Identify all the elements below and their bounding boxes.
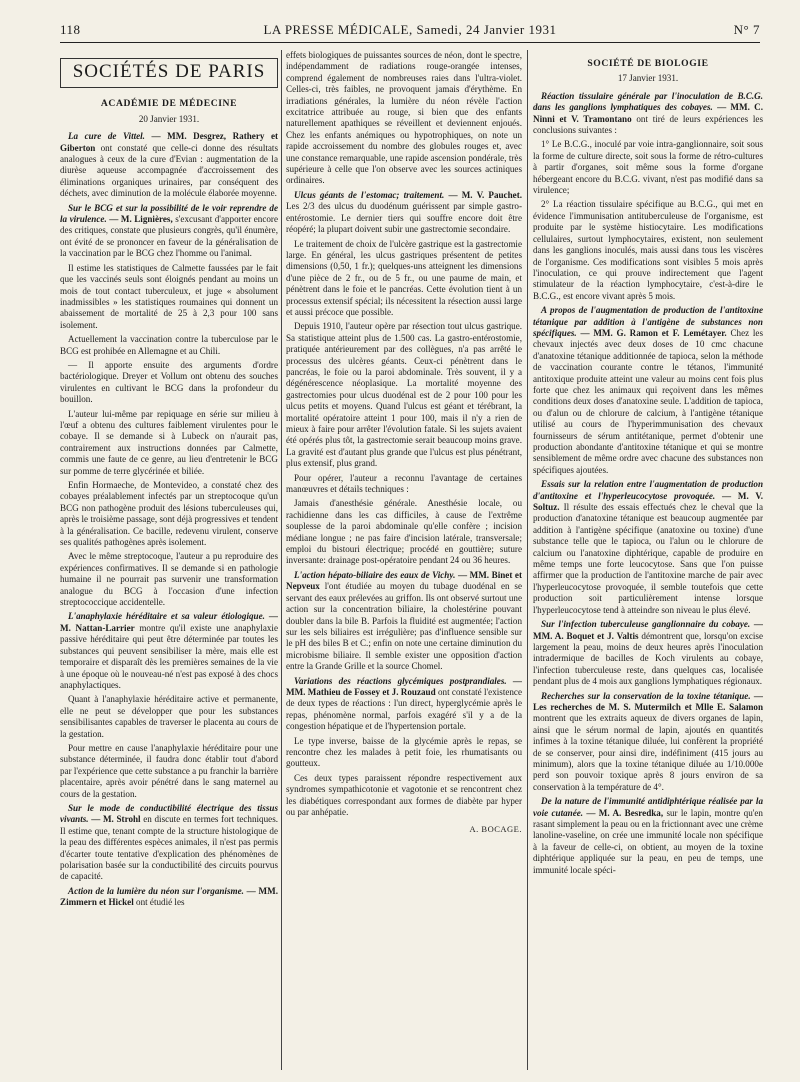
- article-authors: — MM. A. Boquet et J. Valtis: [533, 619, 763, 641]
- article-text: en discute en termes fort techniques. Il estime que, tenant compte de la structure histologique de la peau des différentes espèces animales, il n'est pas permis d'écarter toute tentative d'explication des phénomènes de polarisation basée sur la conductibilité des circuits pourvus de capacité.: [60, 814, 278, 882]
- article-title: Recherches sur la conservation de la toxine tétanique.: [541, 690, 751, 701]
- article-title: Action de la lumière du néon sur l'organisme.: [68, 885, 244, 896]
- author-signature: A. BOCAGE.: [469, 824, 522, 835]
- article-paragraph: L'auteur lui-même par repiquage en série sur milieu à l'œuf a obtenu des cultures faiblement virulentes pour le cobaye. Il se demande si à Lubeck on n'aurait pas, contrairement aux instructions données par Calmette, commis une faute de ce genre, au lieu d'entretenir le BCG sur pomme de terre glycérinée et biliée.: [60, 408, 278, 476]
- column-3: [533, 50, 763, 1072]
- article-title: Sur l'infection tuberculeuse ganglionnaire du cobaye.: [541, 619, 751, 630]
- article-paragraph: Jamais d'anesthésie générale. Anesthésie locale, ou rachidienne dans les cas difficiles, à cause de l'extrême souplesse de la paroi abdominale qu'elle confère ; incision médiane longue ; ne pas faire d'incision latérale, transversale; emploi du bistouri électrique; procédé en gouttière; suture inversante: drainage post-opératoire pendant 24 ou 36 heures.: [286, 498, 522, 566]
- article-paragraph: effets biologiques de puissantes sources de néon, dont le spectre, indépendamment de radiations rouge-orangée intenses, comprend également de nombreuses raies dans l'ultra-violet. Celles-ci, très faibles, ne provoquent jamais d'érythème. En irradiations générales, la lumière du néon révèle l'action excitatrice attribuée au rouge, si bien que des enfants naturellement apathiques se réveillent et deviennent enjoués. Chez les enfants anémiques ou hypotrophiques, on note un rapide accroissement du nombre des globules rouges et, avec une constance remarquable, une rapide ascension pondérale, très supérieure à celle que l'on observe avec les sources actiniques ordinaires.: [286, 50, 522, 186]
- column-divider: [527, 50, 528, 1070]
- society-heading: ACADÉMIE DE MÉDECINE: [100, 98, 238, 110]
- article-title: Ulcus géants de l'estomac; traitement.: [294, 189, 445, 200]
- article-title: L'anaphylaxie héréditaire et sa valeur étiologique.: [68, 611, 265, 622]
- issue-number: N° 7: [733, 22, 760, 37]
- article-authors: — M. Lignières,: [109, 214, 173, 225]
- session-date: 17 Janvier 1931.: [617, 73, 679, 84]
- article-title: Réaction tissulaire générale par l'inoculation de B.C.G. dans les ganglions lymphatiques des cobayes.: [533, 90, 763, 113]
- article-paragraph: Actuellement la vaccination contre la tuberculose par le BCG est prohibée en Allemagne et au Chili.: [60, 334, 278, 356]
- article-paragraph: [60, 131, 278, 199]
- article-paragraph: [60, 886, 278, 909]
- article-paragraph: [533, 691, 763, 794]
- section-title: SOCIÉTÉS DE PARIS: [72, 61, 266, 82]
- article-paragraph: Depuis 1910, l'auteur opère par résection tout ulcus gastrique. Sa statistique atteint plus de 1.500 cas. La gastro-entérostomie, pratiquée antérieurement par des collègues, n'a pas arrêté le processus des ulcères géants. Ceux-ci pénètrent dans le pancréas, le foie ou la paroi abdominale. Très souvent, il y a dégénérescence néoplasique. La mortalité moyenne des gastrectomies pour ulcus duodénal est de 2 pour 100 pour les ulcus petits et moyens. Quand l'ulcus est géant et térébrant, la mortalité opératoire atteint 1 pour 100, mais il n'y a rien de mieux à faire pour arrêter l'évolution fatale. Si les sujets avaient été opérés plus tôt, la gastrectomie serait beaucoup moins grave. La gravité est d'autant plus grande que l'ulcus est plus pénétrant, plus extensif, plus grand.: [286, 321, 522, 469]
- article-authors: — M. Strohl: [91, 814, 141, 825]
- article-paragraph: Le traitement de choix de l'ulcère gastrique est la gastrectomie large. En général, les ulcus gastriques présentent de petites dimensions (0,50, 1 fr.); quelques-uns atteignent les dimensions d'une pièce de 2 fr., ou de 5 fr., ou une paume de main, et pénètrent dans le foie et le pancréas. Cette évolution tient à un processus extensif spécial; ils nécessitent la résection aussi large et aussi précoce que possible.: [286, 238, 522, 317]
- session-date: 20 Janvier 1931.: [138, 113, 200, 124]
- article-authors: — MM. Mathieu de Fossey et J. Rouzaud: [286, 675, 522, 697]
- article-paragraph: Il estime les statistiques de Calmette faussées par le fait que les vaccinés seuls sont éloignés pendant au moins un mois de tout contact tuberculeux, et juge « absolument inadmissibles » les statistiques roumaines qui donnent un abaissement de mortalité de 25 à 2,3 pour 100 sans isolement.: [60, 262, 278, 330]
- article-text: Il résulte des essais effectués chez le cheval que la production d'anatoxine tétanique est beaucoup augmentée par addition à l'antigène spécifique (anatoxine ou toxine) d'une substance telle que le tapioca, ou l'alun ou le chlorure de calcium ou l'anatoxine diphtérique, capable de produire en même temps une forte leucocytose. Sans que l'on puisse affirmer que la production de l'antitoxine marche de pair avec l'hyperleucocytose provoquée, il semble toutefois que cette production soit particulièrement intense lorsque l'hyperleucocytose tend à atteindre son niveau le plus élevé.: [533, 502, 763, 615]
- article-text: l'ont étudiée au moyen du tubage duodénal en se servant des eaux prélevées au griffon. Ils ont observé surtout une action sur la concentration biliaire, la cholestérine pouvant doubler dans la bile B. Parfois la fluidité est augmentée; l'action sur les sels biliaires est irrégulière; pas d'influence sensible sur le pH des biles B et C.; enfin on note une certaine diminution du microbisme biliaire. Il semble exister une opposition d'action entre la Grande Grille et la source Chomel.: [286, 581, 522, 672]
- article-authors: — MM. Zimmern et Hickel: [60, 885, 278, 908]
- page-header: [60, 22, 760, 40]
- article-paragraph: Enfin Hormaeche, de Montevideo, a constaté chez des cobayes préalablement infectés par un streptocoque qu'un BCG non pathogène produit des lésions tuberculeuses qui, après le troisième passage, sont déjà progressives et tendent à la généralisation. Ce bacille, redevenu virulent, conserve ses qualités pathogènes après isolement.: [60, 480, 278, 548]
- article-paragraph: Pour opérer, l'auteur a reconnu l'avantage de certaines manœuvres et détails techniques :: [286, 472, 522, 495]
- article-authors: — MM. C. Ninni et V. Tramontano: [533, 102, 763, 124]
- article-authors: — M. A. Besredka,: [586, 807, 664, 818]
- article-paragraph: [60, 203, 278, 260]
- article-text: montrent que les extraits aqueux de divers organes de lapin, ainsi que le sérum normal de lapin, ajoutés en quantités infimes à la toxine tétanique diluée, lui confèrent la propriété de se conserver, pour ainsi dire, indéfiniment (415 jours au minimum), alors que la toxine tétanique diluée au 1/10.000e perd son pouvoir toxique après 8 jours environ de sa conservation à la température de 4°.: [533, 713, 763, 792]
- article-paragraph: Avec le même streptocoque, l'auteur a pu reproduire des expériences confirmatives. Il se demande si en pathologie humaine il ne pourrait pas survenir une transformation analogue du BCG à l'occasion d'une infection streptococcique accidentelle.: [60, 551, 278, 608]
- article-text: ont constaté que celle-ci donne des résultats analogues à ceux de la cure d'Evian : augmentation de la diurèse aqueuse accompagnée d'accroissement des éliminations organiques urinaires, par conséquent des déchets, avec diminution de la molécule élaborée moyenne.: [60, 142, 278, 199]
- article-text: sur le lapin, montre qu'en rasant simplement la peau ou en la frictionnant avec une crème lanoline-vaseline, on crée une immunité locale non spécifique à la faveur de celle-ci, on obtient, au moyen de la toxine diphtérique appliquée sur la peau, en peu de temps, une immunité locale spéci-: [533, 807, 763, 875]
- article-paragraph: [533, 796, 763, 876]
- article-text: ont tiré de leurs expériences les conclusions suivantes :: [533, 113, 763, 136]
- article-authors: — MM. Binet et Nepveux: [286, 569, 522, 592]
- article-paragraph: [533, 619, 763, 687]
- article-text: Chez les chevaux injectés avec deux doses de 10 cmc chacune d'anatoxine tétanique additionnée de tapioca, selon la méthode de vaccination courante contre le tétanos, l'immunité antitoxique produite atteint une valeur au moins cent fois plus forte que chez les animaux qui reçoivent dans les mêmes conditions deux doses d'anatoxine seule. L'addition de tapioca, ou d'alun ou de chlorure de calcium, à l'antigène tétanique utilisé au cours de l'hyperimmunisation des chevaux fournisseurs de sérum antitétanique, permet d'obtenir une production abondante d'antitoxine tétanique et qui se montre sensiblement de même ordre avec chacune des substances non spécifiques ajoutées.: [533, 327, 763, 475]
- article-paragraph: [533, 479, 763, 616]
- article-authors: — M. Nattan-Larrier: [60, 611, 278, 633]
- society-heading: SOCIÉTÉ DE BIOLOGIE: [587, 58, 709, 69]
- article-paragraph: Pour mettre en cause l'anaphylaxie héréditaire pour une substance déterminée, il faudra donc établir tout d'abord par l'expérience que cette substance a pu franchir la barrière placentaire, après avoir pénétré dans le sang maternel au cours de la gestation.: [60, 742, 278, 799]
- article-paragraph: Ces deux types paraissent répondre respectivement aux syndromes sympathicotonie et vagotonie et se rencontrent chez les diabétiques correspondant aux formes de diabète par hyper ou par anhépatie.: [286, 772, 522, 817]
- publication-title: LA PRESSE MÉDICALE, Samedi, 24 Janvier 1931: [263, 22, 557, 37]
- article-authors: — MM. Desgrez, Rathery et Giberton: [60, 131, 278, 153]
- article-paragraph: Le type inverse, baisse de la glycémie après le repas, se rencontre chez les malades à petit foie, les rhumatisants ou goutteux.: [286, 735, 522, 769]
- column-1: [60, 50, 278, 1072]
- column-divider: [281, 50, 282, 1070]
- article-paragraph: [533, 305, 763, 476]
- article-paragraph: 2° La réaction tissulaire spécifique au B.C.G., qui met en évidence l'immunisation antituberculeuse de l'organisme, est produite par le système histiocytaire. Les modifications cellulaires, surtout lymphocytaires, existent, non seulement dans les ganglions inoculés, mais aussi dans tous les viscères de l'organisme. Ces modifications sont visibles 5 mois après l'inoculation, ce qui prouve indirectement que l'agent stimulateur de la réaction lymphocytaire, c'est-à-dire le B.C.G., est encore vivant après 5 mois.: [533, 199, 763, 301]
- article-paragraph: [286, 190, 522, 236]
- article-paragraph: 1° Le B.C.G., inoculé par voie intra-ganglionnaire, soit sous la forme de culture directe, soit sous la forme de rétro-cultures à partir d'organes, soit même sous la forme d'organe hébergeant encore du B.C.G. vivant, n'est pas modifié dans sa virulence;: [533, 139, 763, 196]
- section-box: [60, 58, 278, 88]
- article-title: L'action hépato-biliaire des eaux de Vichy.: [294, 569, 456, 580]
- article-paragraph: Quant à l'anaphylaxie héréditaire active et permanente, elle ne peut se développer que pour les substances sensibilisantes capables de traverser le placenta au cours de la gestation.: [60, 694, 278, 739]
- article-title: Sur le mode de conductibilité électrique des tissus vivants.: [60, 802, 278, 825]
- article-text: s'excusant d'apporter encore des critiques, constate que plusieurs congrès, qu'il énumère, ont évité de se prononcer en faveur de la généralisation de la vaccination par le BCG chez l'homme ou l'animal.: [60, 214, 278, 259]
- article-text: démontrent que, lorsqu'on excise largement la peau, moins de deux heures après l'inoculation intradermique de bacilles de Koch virulents au cobaye, l'infection tuberculeuse reste, dans quelques cas, localisée pendant plus de 4 mois aux ganglions lymphatiques régionaux.: [533, 630, 763, 687]
- article-paragraph: [286, 676, 522, 733]
- article-paragraph: [60, 611, 278, 691]
- article-authors: — M. V. Pauchet.: [448, 189, 522, 200]
- article-paragraph: [286, 570, 522, 673]
- article-paragraph: [533, 91, 763, 137]
- article-authors: — Les recherches de M. S. Mutermilch et Mlle E. Salamon: [533, 690, 763, 712]
- article-title: Essais sur la relation entre l'augmentation de production d'antitoxine et l'hyperleucocytose provoquée.: [533, 479, 763, 501]
- article-title: A propos de l'augmentation de production de l'antitoxine tétanique par addition à l'antigène de substances non spécifiques.: [533, 305, 763, 338]
- article-text: ont étudié les: [136, 897, 185, 908]
- article-text: Les 2/3 des ulcus du duodénum guérissent par simple gastro-entérostomie. Le dernier tiers qui souffre encore doit être réopéré; la plupart doivent subir une gastrectomie secondaire.: [286, 201, 522, 235]
- article-authors: — MM. G. Ramon et F. Lemétayer.: [580, 327, 727, 338]
- article-title: Variations des réactions glycémiques postprandiales.: [294, 675, 507, 686]
- article-text: ont constaté l'existence de deux types de réactions : l'un direct, hyperglycémie après le repas, phénomène normal, parfois exagéré s'il y a de la congestion hépatique et de l'hypertension portale.: [286, 686, 522, 732]
- column-2: [286, 50, 522, 1072]
- page-number: 118: [60, 22, 81, 37]
- article-title: Sur le BCG et sur la possibilité de le voir reprendre de la virulence.: [60, 202, 278, 225]
- article-paragraph: [60, 803, 278, 883]
- article-title: De la nature de l'immunité antidiphtérique réalisée par la voie cutanée.: [533, 796, 763, 818]
- article-paragraph: — Il apporte ensuite des arguments d'ordre bactériologique. Dreyer et Vollum ont obtenu des souches virulentes en cultivant le BCG dans la profondeur du bouillon.: [60, 359, 278, 405]
- article-text: montre qu'il existe une anaphylaxie passive héréditaire qui peut être déterminée par toutes les substances qui peuvent sensibiliser la mère, mais elle est temporaire et disparaît dès les premières semaines de la vie à une époque où le nouveau-né n'est pas exposé à des chocs anaphylactiques.: [60, 622, 278, 690]
- article-title: La cure de Vittel.: [68, 131, 145, 142]
- article-authors: — M. V. Soltuz.: [533, 490, 763, 513]
- header-rule: [60, 42, 760, 43]
